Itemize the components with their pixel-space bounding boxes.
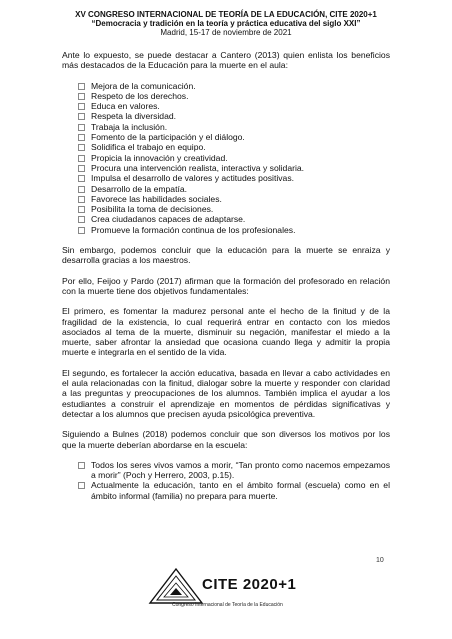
checkbox-bullet-icon bbox=[78, 216, 85, 223]
checkbox-bullet-icon bbox=[78, 206, 85, 213]
header-congress-title: XV CONGRESO INTERNACIONAL DE TEORÍA DE LA EDUCACIÓN, CITE 2020+1 bbox=[75, 10, 377, 19]
checkbox-bullet-icon bbox=[78, 103, 85, 110]
cite-logo-icon bbox=[148, 567, 204, 607]
document-body bbox=[62, 50, 390, 501]
list-item: Respeto de los derechos. bbox=[62, 91, 390, 101]
checkbox-bullet-icon bbox=[78, 83, 85, 90]
paragraph-objectives-intro: Por ello, Feijoo y Pardo (2017) afirman que la formación del profesorado en relación con la muerte tiene dos objetivos fundamentales: bbox=[62, 275, 390, 296]
list-item: Trabaja la inclusión. bbox=[62, 122, 390, 132]
page-header bbox=[0, 10, 452, 37]
paragraph-reasons-intro: Siguiendo a Bulnes (2018) podemos concluir que son diversos los motivos por los que la muerte deberían abordarse en la escuela: bbox=[62, 429, 390, 450]
list-item: Mejora de la comunicación. bbox=[62, 81, 390, 91]
list-item: Crea ciudadanos capaces de adaptarse. bbox=[62, 214, 390, 224]
checkbox-bullet-icon bbox=[78, 124, 85, 131]
checkbox-bullet-icon bbox=[78, 462, 85, 469]
logo-title: CITE 2020+1 bbox=[202, 576, 297, 593]
page-footer bbox=[0, 567, 452, 627]
checkbox-bullet-icon bbox=[78, 93, 85, 100]
list-item: Favorece las habilidades sociales. bbox=[62, 194, 390, 204]
header-location-dates: Madrid, 15-17 de noviembre de 2021 bbox=[160, 28, 292, 37]
checkbox-bullet-icon bbox=[78, 165, 85, 172]
checkbox-bullet-icon bbox=[78, 144, 85, 151]
paragraph-second-objective: El segundo, es fortalecer la acción educativa, basada en llevar a cabo actividades en el aula relacionadas con la finitud, dialogar sobre la muerte y responder con claridad a las preguntas y preocupaciones de los alumnos. También implica el ayudar a los estudiantes a construir el aprendizaje en momentos de pérdidas significativas y detectar a los alumnos que precisen ayuda psicológica preventiva. bbox=[62, 367, 390, 419]
list-item: Procura una intervención realista, interactiva y solidaria. bbox=[62, 163, 390, 173]
reasons-list bbox=[62, 460, 390, 501]
checkbox-bullet-icon bbox=[78, 482, 85, 489]
list-item: Respeta la diversidad. bbox=[62, 111, 390, 121]
paragraph-intro: Ante lo expuesto, se puede destacar a Cantero (2013) quien enlista los beneficios más destacados de la Educación para la muerte en el aula: bbox=[62, 50, 390, 71]
checkbox-bullet-icon bbox=[78, 196, 85, 203]
checkbox-bullet-icon bbox=[78, 175, 85, 182]
paragraph-first-objective: El primero, es fomentar la madurez personal ante el hecho de la finitud y de la fragilidad de la existencia, lo cual requerirá entrar en contacto con los miedos asociados al tema de la muerte, disminuir su negación, manifestar el miedo a la muerte, saber afrontar la ansiedad que ocasiona cuando llega y admitir la propia muerte e integrarla en el sentido de la vida. bbox=[62, 306, 390, 358]
header-theme: “Democracia y tradición en la teoría y práctica educativa del siglo XXI” bbox=[91, 19, 361, 28]
list-item: Desarrollo de la empatía. bbox=[62, 184, 390, 194]
benefits-list bbox=[62, 81, 390, 235]
list-item: Todos los seres vivos vamos a morir, “Tan pronto como nacemos empezamos a morir” (Poch y Herrero, 2003, p.15). bbox=[62, 460, 390, 481]
checkbox-bullet-icon bbox=[78, 155, 85, 162]
checkbox-bullet-icon bbox=[78, 227, 85, 234]
list-item: Solidifica el trabajo en equipo. bbox=[62, 142, 390, 152]
list-item: Educa en valores. bbox=[62, 101, 390, 111]
checkbox-bullet-icon bbox=[78, 113, 85, 120]
paragraph-conclusion: Sin embargo, podemos concluir que la educación para la muerte se enraiza y desarrolla gracias a los maestros. bbox=[62, 245, 390, 266]
checkbox-bullet-icon bbox=[78, 134, 85, 141]
list-item: Fomento de la participación y el diálogo. bbox=[62, 132, 390, 142]
list-item: Propicia la innovación y creatividad. bbox=[62, 153, 390, 163]
checkbox-bullet-icon bbox=[78, 186, 85, 193]
list-item: Impulsa el desarrollo de valores y actitudes positivas. bbox=[62, 173, 390, 183]
list-item: Posibilita la toma de decisiones. bbox=[62, 204, 390, 214]
list-item: Actualmente la educación, tanto en el ámbito formal (escuela) como en el ámbito informal (familia) no prepara para muerte. bbox=[62, 480, 390, 501]
page-number: 10 bbox=[376, 557, 384, 564]
list-item: Promueve la formación continua de los profesionales. bbox=[62, 225, 390, 235]
logo-subtitle: Congreso Internacional de Teoría de la Educación bbox=[172, 602, 283, 608]
